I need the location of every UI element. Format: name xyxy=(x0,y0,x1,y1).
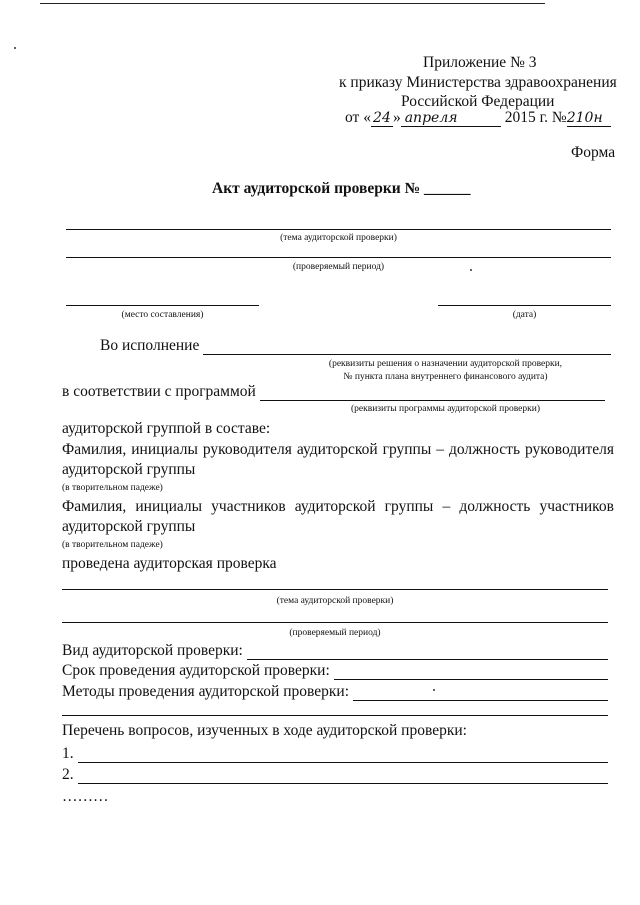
audit-methods-row xyxy=(62,683,608,701)
program-row xyxy=(62,383,605,401)
program-label: в соответствии с программой xyxy=(62,383,256,400)
question-number-2: 2. xyxy=(62,766,74,783)
audit-term-label: Срок проведения аудиторской проверки: xyxy=(62,662,330,679)
methods-extra-line[interactable] xyxy=(62,715,608,716)
audit-term-row xyxy=(62,662,608,680)
audit-type-field[interactable] xyxy=(247,645,608,660)
members-line-2: аудиторской группы xyxy=(62,518,196,535)
audit-type-row xyxy=(62,642,608,660)
year-part: 2015 г. № xyxy=(504,109,567,126)
date-line[interactable] xyxy=(438,305,611,306)
audit-term-field[interactable] xyxy=(334,665,608,680)
place-caption: (место составления) xyxy=(121,310,204,320)
topic-line-2[interactable] xyxy=(62,589,608,590)
decision-caption-1: (реквизиты решения о назначении аудиторской проверки, xyxy=(328,359,563,369)
topic-caption-2: (тема аудиторской проверки) xyxy=(276,596,394,606)
topic-caption: (тема аудиторской проверки) xyxy=(280,233,397,243)
members-line-1: Фамилия, инициалы участников аудиторской группы – должность участников xyxy=(62,498,614,515)
conducted-label: проведена аудиторская проверка xyxy=(62,555,277,572)
group-label: аудиторской группой в составе: xyxy=(62,420,271,437)
handwritten-month: апреля xyxy=(401,110,501,127)
execution-row xyxy=(100,337,611,355)
program-field[interactable] xyxy=(260,386,605,401)
execution-label: Во исполнение xyxy=(100,337,200,354)
members-case-caption: (в творительном падеже) xyxy=(62,540,163,550)
form-label: Форма xyxy=(571,144,616,161)
handwritten-number: 210н xyxy=(567,110,611,127)
date-prefix: от « xyxy=(345,109,371,126)
period-caption-2: (проверяемый период) xyxy=(289,628,381,638)
decision-caption-2: № пункта плана внутреннего финансового аудита) xyxy=(343,372,548,382)
leader-line-1: Фамилия, инициалы руководителя аудиторской группы – должность руководителя xyxy=(62,441,614,458)
question-field-1[interactable] xyxy=(78,748,608,763)
questions-label: Перечень вопросов, изученных в ходе аудиторской проверки: xyxy=(62,722,467,739)
audit-methods-label: Методы проведения аудиторской проверки: xyxy=(62,683,350,700)
question-field-2[interactable] xyxy=(78,769,608,784)
federation-line: Российской Федерации xyxy=(401,93,555,110)
period-caption: (проверяемый период) xyxy=(292,262,385,272)
handwritten-day: 24 xyxy=(371,110,393,127)
order-date-line xyxy=(345,109,615,133)
question-item-2 xyxy=(62,766,608,784)
question-item-1 xyxy=(62,745,608,763)
list-ellipsis: ……… xyxy=(62,788,109,805)
order-line: к приказу Министерства здравоохранения xyxy=(339,74,617,91)
leader-case-caption: (в творительном падеже) xyxy=(62,483,163,493)
scan-speck xyxy=(14,47,16,49)
period-line-2[interactable] xyxy=(62,622,608,623)
document-title: Акт аудиторской проверки № ______ xyxy=(212,180,471,197)
scan-top-edge xyxy=(40,0,545,4)
date-mid: » xyxy=(392,109,401,126)
leader-line-2: аудиторской группы xyxy=(62,461,196,478)
period-line[interactable] xyxy=(66,257,611,258)
program-caption: (реквизиты программы аудиторской проверки) xyxy=(350,404,541,414)
audit-type-label: Вид аудиторской проверки: xyxy=(62,642,243,659)
date-caption: (дата) xyxy=(512,310,537,320)
topic-line[interactable] xyxy=(66,229,611,230)
execution-field[interactable] xyxy=(203,340,611,355)
question-number-1: 1. xyxy=(62,745,74,762)
appendix-label: Приложение № 3 xyxy=(423,54,537,71)
place-line[interactable] xyxy=(66,305,259,306)
audit-methods-field[interactable] xyxy=(353,686,608,701)
